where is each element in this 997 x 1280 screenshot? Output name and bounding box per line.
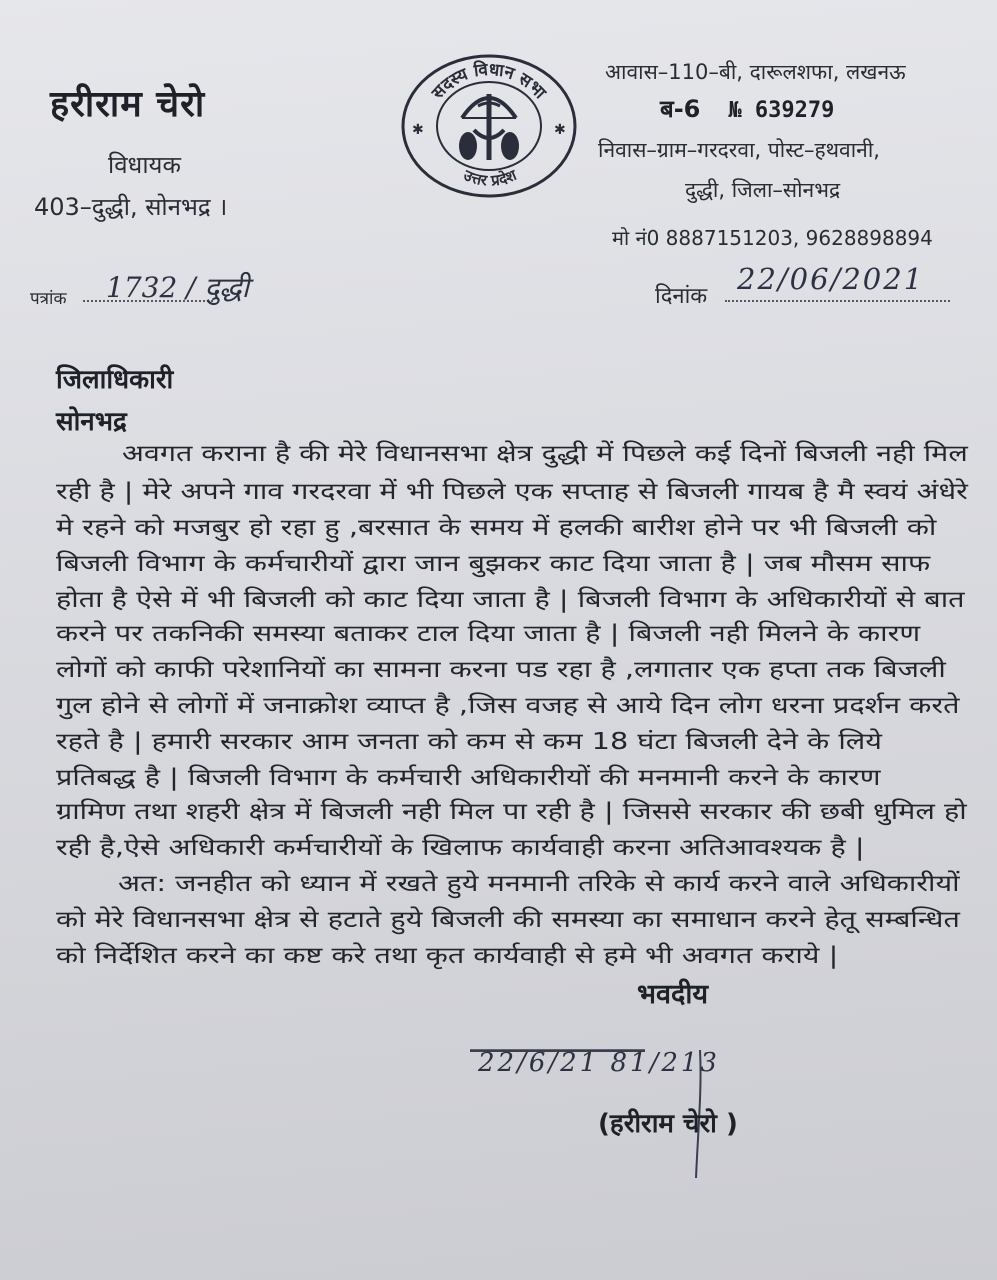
emblem-bottom-text: उत्तर प्रदेश: [460, 165, 520, 190]
svg-text:✱: ✱: [554, 122, 566, 138]
residence-address-line2: दुद्धी, जिला–सोनभद्र: [685, 178, 841, 202]
svg-text:✱: ✱: [412, 122, 424, 138]
serial-series: ब-6: [660, 95, 701, 123]
serial-number: [660, 92, 834, 125]
residence-address-line1: निवास–ग्राम–गरदरवा, पोस्ट–हथवानी,: [598, 138, 880, 162]
emblem-seal-icon: [398, 48, 580, 198]
body-line-10: प्रतिबद्ध है | बिजली विभाग के कर्मचारी अधिकारीयों की मनमानी करने के कारण: [56, 765, 881, 791]
date-dotted-line: [725, 300, 950, 302]
body-line-6: करने पर तकनिकी समस्या बताकर टाल दिया जाता है | बिजली नही मिलने के कारण: [56, 621, 921, 647]
body-line-12: रही है,ऐसे अधिकारी कर्मचारीयों के खिलाफ कार्यवाही करना अतिआवश्यक है |: [56, 835, 865, 861]
reference-label: पत्रांक: [30, 289, 67, 309]
emblem-top-text: सदस्य विधान सभा: [428, 59, 550, 104]
date-handwritten: 22/06/2021: [737, 262, 925, 296]
body-line-4: बिजली विभाग के कर्मचारीयों द्वारा जान बुझकर काट दिया जाता है | जब मौसम साफ: [56, 551, 931, 577]
sender-designation: विधायक: [108, 151, 181, 179]
date-label: दिनांक: [655, 284, 708, 309]
office-address: आवास–110–बी, दारूलशफा, लखनऊ: [605, 60, 906, 84]
closing-salutation: भवदीय: [637, 979, 708, 1010]
body-line-9: रहते है | हमारी सरकार आम जनता को कम से कम 18 घंटा बिजली देने के लिये: [56, 729, 882, 755]
body-line-8: गुल होने से लोगों में जनाक्रोश व्याप्त है ,जिस वजह से आये दिन लोग धरना प्रदर्शन करते: [56, 693, 960, 719]
body-line-5: होता है ऐसे में भी बिजली को काट दिया जाता है | बिजली विभाग के अधिकारीयों से बात: [56, 587, 965, 613]
reference-handwritten: 1732 / दुद्धी: [106, 271, 249, 304]
signature-handwritten-note: 22/6/21 81/213: [478, 1048, 720, 1078]
signatory-name: (हरीराम चेरो ): [598, 1109, 738, 1139]
body-line-3: मे रहने को मजबुर हो रहा हु ,बरसात के समय में हलकी बारीश होने पर भी बिजली को: [56, 515, 937, 541]
body-line-15: को निर्देशित करने का कष्ट करे तथा कृत कार्यवाही से हमे भी अवगत कराये |: [56, 943, 839, 969]
body-line-14: को मेरे विधानसभा क्षेत्र से हटाते हुये बिजली की समस्या का समाधान करने हेतू सम्बन्धित: [56, 907, 960, 933]
addressee-title: जिलाधिकारी: [56, 365, 174, 395]
mobile-numbers: मो नं0 8887151203, 9628898894: [612, 226, 933, 250]
body-line-13: अत: जनहीत को ध्यान में रखते हुये मनमानी तरिके से कार्य करने वाले अधिकारीयों: [118, 871, 960, 897]
sender-constituency: 403–दुद्धी, सोनभद्र ।: [34, 193, 228, 221]
serial-value: № 639279: [728, 98, 835, 123]
sender-name: हरीराम चेरो: [50, 84, 206, 125]
body-line-7: लोगों को काफी परेशानियों का सामना करना पड रहा है ,लगातार एक हप्ता तक बिजली: [56, 657, 946, 683]
body-line-11: ग्रामिण तथा शहरी क्षेत्र में बिजली नही मिल पा रही है | जिससे सरकार की छबी धुमिल हो: [56, 799, 967, 825]
body-line-2: रही है | मेरे अपने गाव गरदरवा में भी पिछले एक सप्ताह से बिजली गायब है मै स्वयं अंधेरे: [56, 479, 968, 505]
addressee-district: सोनभद्र: [56, 407, 127, 437]
body-line-1: अवगत कराना है की मेरे विधानसभा क्षेत्र दुद्धी में पिछले कई दिनों बिजली नही मिल: [122, 441, 968, 467]
